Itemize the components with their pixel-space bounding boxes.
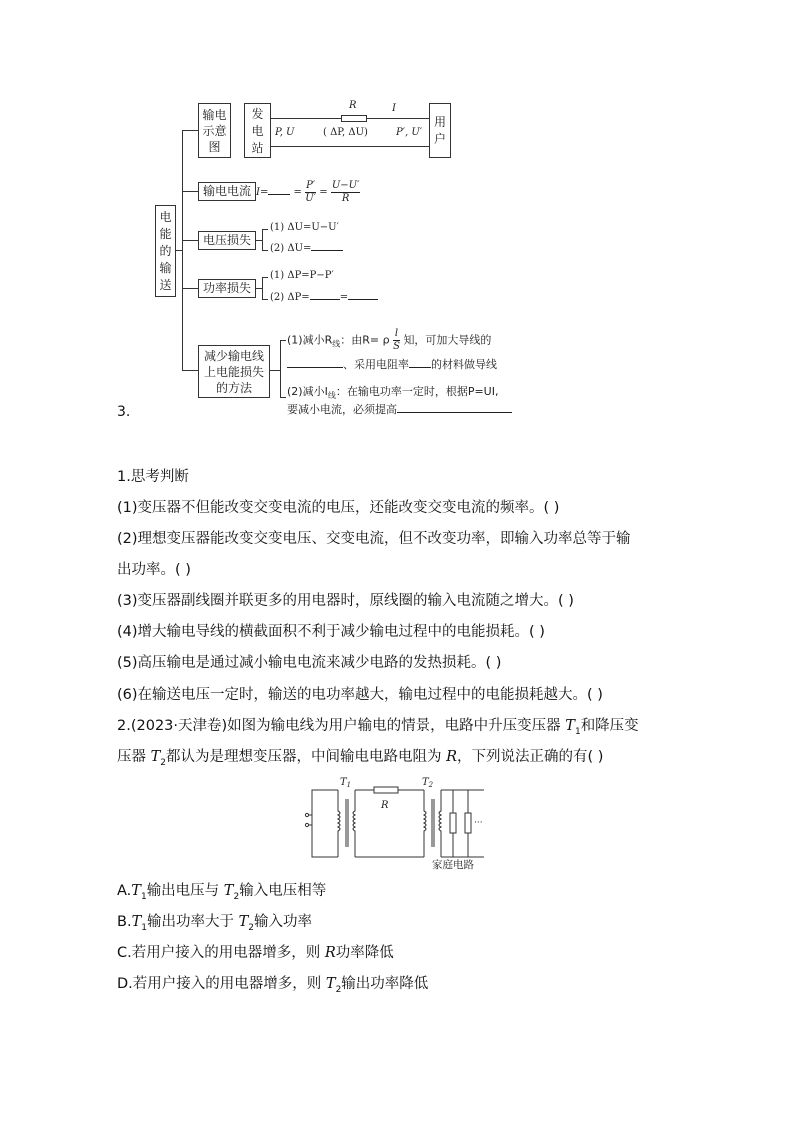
power-blank-1 [310, 299, 340, 300]
reduce1-d: 、采用电阻率 [343, 358, 409, 371]
current-box [198, 182, 256, 201]
q2-line2-a: 压器 [117, 749, 151, 765]
q2-line1-b: 和降压变 [580, 718, 639, 734]
option-a-mid: 输出电压与 [146, 883, 224, 899]
option-b-T1-sub: 1 [141, 922, 147, 933]
power-label: 功率损失 [202, 281, 251, 295]
reduce1-line2 [287, 356, 497, 372]
reduce1-frac [393, 328, 400, 353]
option-d-pre: 若用户接入的用电器增多，则 [132, 976, 326, 992]
option-a-letter: A. [117, 883, 132, 899]
station-box [244, 103, 271, 158]
option-c-letter: C. [117, 945, 132, 961]
reduce1-b: ：由R= ρ [340, 333, 390, 347]
power-line1: (1) ΔP=P−P′ [270, 270, 334, 281]
current-frac2-num: U−U′ [331, 180, 360, 191]
option-a[interactable] [117, 881, 326, 907]
option-d-end: 输出功率降低 [341, 976, 429, 992]
current-frac1-den: U′ [305, 193, 316, 204]
schematic-label-box [198, 103, 231, 158]
reduce-bracket-v [280, 340, 281, 397]
branch1 [182, 130, 198, 131]
reduce-bracket-mid [270, 370, 280, 371]
trans-line-bottom [271, 146, 429, 147]
T2-secondary-coil [439, 790, 441, 857]
voltage-blank [311, 250, 343, 251]
option-b-T2: T [238, 914, 249, 930]
power-line2-a: (2) ΔP= [270, 292, 310, 303]
judgment-2b: 出功率。( ) [117, 562, 191, 578]
current-frac2 [331, 180, 361, 205]
voltage-line2-text: (2) ΔU= [270, 243, 312, 254]
question2-line1 [117, 716, 639, 742]
voltage-bracket-mid [256, 240, 262, 241]
power-line2-b: = [339, 292, 349, 303]
T2-core [432, 799, 434, 847]
current-frac1-num: P′ [306, 180, 316, 191]
voltage-bracket-b [262, 250, 268, 251]
power-bracket-t [262, 277, 268, 278]
T1-secondary-coil [353, 790, 355, 857]
circuit-T2-label: $T_2$ [422, 777, 434, 789]
circuit-R-label: R [381, 800, 389, 811]
current-eq-start: I= [256, 187, 269, 198]
reduce1-a: (1)减小R [287, 333, 333, 347]
current-blank [268, 194, 290, 195]
power-bracket-b [262, 299, 268, 300]
mindmap-root-text: 电能的输送 [159, 210, 172, 292]
item-number-3: 3. [117, 404, 131, 420]
option-c-pre: 若用户接入的用电器增多，则 [131, 945, 325, 961]
section-title: 1.思考判断 [117, 469, 189, 485]
judgment-6: (6)在输送电压一定时，输送的电功率越大，输电过程中的电能损耗越大。( ) [117, 687, 603, 703]
T1-primary-coil [338, 790, 340, 857]
T2-primary-coil [424, 790, 426, 857]
user-label: 用户 [433, 115, 446, 146]
reduce1-blank-1 [287, 367, 343, 368]
delta-label: ( ΔP, ΔU) [323, 127, 368, 138]
voltage-label: 电压损失 [202, 233, 251, 247]
I-label: I [392, 103, 396, 114]
current-label: 输电电流 [202, 184, 251, 198]
question2-line2 [117, 747, 603, 773]
branch3 [182, 240, 198, 241]
reduce2-line1 [287, 383, 498, 401]
judgment-4: (4)增大输电导线的横截面积不利于减少输电过程中的电能损耗。( ) [117, 624, 545, 640]
reduce2-a: (2)减小I [287, 385, 328, 398]
source-loop [312, 790, 338, 857]
q2-T1: T [565, 718, 575, 734]
reduce-box [198, 345, 270, 398]
option-d[interactable] [117, 974, 428, 1000]
power-line2 [270, 292, 378, 303]
option-a-T2: T [223, 883, 234, 899]
reduce1-sub: 线 [332, 339, 341, 349]
option-a-T1: T [131, 883, 141, 899]
household-load-1 [450, 813, 456, 833]
q2-T2-sub: 2 [160, 757, 167, 768]
option-c-R: R [324, 945, 336, 961]
voltage-line1: (1) ΔU=U−U′ [270, 222, 339, 233]
option-a-T2-sub: 2 [233, 891, 240, 902]
reduce1-e: 的材料做导线 [431, 358, 497, 371]
reduce2-blank [397, 412, 512, 413]
R-label: R [349, 100, 357, 111]
voltage-box [198, 231, 256, 250]
current-equation [256, 180, 360, 205]
option-d-letter: D. [117, 976, 133, 992]
reduce-bracket-b [280, 397, 286, 398]
reduce1-frac-num: l [394, 328, 399, 339]
reduce1-frac-den: S [393, 341, 400, 352]
q2-line2-c: ，下列说法正确的有( ) [457, 749, 604, 765]
reduce2-c: 要减小电流，必须提高 [287, 403, 397, 416]
option-c[interactable] [117, 943, 394, 963]
option-a-end: 输入电压相等 [239, 883, 327, 899]
mindmap-root [155, 205, 176, 297]
q2-line1-a: 2.(2023·天津卷)如图为输电线为用户输电的情景，电路中升压变压器 [117, 718, 566, 734]
resistor-symbol [341, 115, 367, 122]
reduce2-line2 [287, 401, 512, 417]
T1-core [346, 799, 348, 847]
q2-line2-b: 都认为是理想变压器，中间输电电路电阻为 [166, 749, 447, 765]
voltage-bracket-v [262, 229, 263, 250]
power-bracket-mid [256, 288, 262, 289]
current-eq-mid2: = [319, 187, 328, 198]
option-c-end: 功率降低 [335, 945, 394, 961]
power-bracket-v [262, 277, 263, 299]
judgment-2a: (2)理想变压器能改变交变电压、交变电流，但不改变功率，即输入功率总等于输 [117, 531, 631, 547]
reduce1-line1 [287, 328, 491, 353]
option-b-T2-sub: 2 [248, 922, 254, 933]
option-b-end: 输入功率 [253, 914, 312, 930]
branch2 [182, 191, 198, 192]
branch4 [182, 288, 198, 289]
reduce-label: 减少输电线上电能损失的方法 [203, 349, 264, 395]
current-frac1 [305, 180, 316, 205]
judgment-5: (5)高压输电是通过减小输电电流来减少电路的发热损耗。( ) [117, 655, 502, 671]
option-b[interactable] [117, 912, 312, 938]
resistor [374, 787, 398, 793]
judgment-1: (1)变压器不但能改变交变电流的电压，还能改变交变电流的频率。( ) [117, 500, 560, 516]
root-connector [176, 250, 182, 251]
station-label: 发电站 [251, 107, 264, 155]
source-terminal-bottom [305, 823, 308, 826]
source-terminal-top [305, 813, 308, 816]
power-box [198, 279, 256, 298]
circuit-dots: ··· [474, 818, 483, 828]
reduce1-blank-2 [409, 367, 431, 368]
current-frac2-den: R [341, 193, 350, 204]
PU-prime-label: P′, U′ [396, 127, 423, 138]
option-b-mid: 输出功率大于 [146, 914, 239, 930]
reduce1-c: 知，可加大导线的 [403, 333, 492, 347]
q2-R: R [446, 749, 458, 765]
schematic-label: 输电示意图 [202, 108, 227, 154]
circuit-diagram [300, 775, 500, 870]
q2-T1-sub: 1 [574, 726, 581, 737]
voltage-line2 [270, 243, 343, 254]
current-eq-mid: = [293, 187, 302, 198]
option-d-T2-sub: 2 [335, 984, 342, 995]
power-blank-2 [348, 299, 378, 300]
spine-line [182, 130, 183, 370]
circuit-caption: 家庭电路 [432, 859, 474, 870]
reduce2-sub: 线 [327, 391, 336, 401]
option-d-T2: T [325, 976, 336, 992]
PU-label: P, U [275, 127, 295, 138]
judgment-3: (3)变压器副线圈并联更多的用电器时，原线圈的输入电流随之增大。( ) [117, 593, 574, 609]
option-b-letter: B. [117, 914, 132, 930]
option-b-T1: T [131, 914, 142, 930]
reduce2-b: ：在输电功率一定时，根据P=UI, [335, 385, 499, 398]
circuit-T1-label: $T_1$ [340, 777, 352, 789]
option-a-T1-sub: 1 [140, 891, 147, 902]
voltage-bracket-t [262, 229, 268, 230]
user-box [429, 103, 451, 158]
household-load-2 [465, 813, 471, 833]
branch5 [182, 370, 198, 371]
q2-T2: T [150, 749, 161, 765]
reduce-bracket-t [280, 340, 286, 341]
